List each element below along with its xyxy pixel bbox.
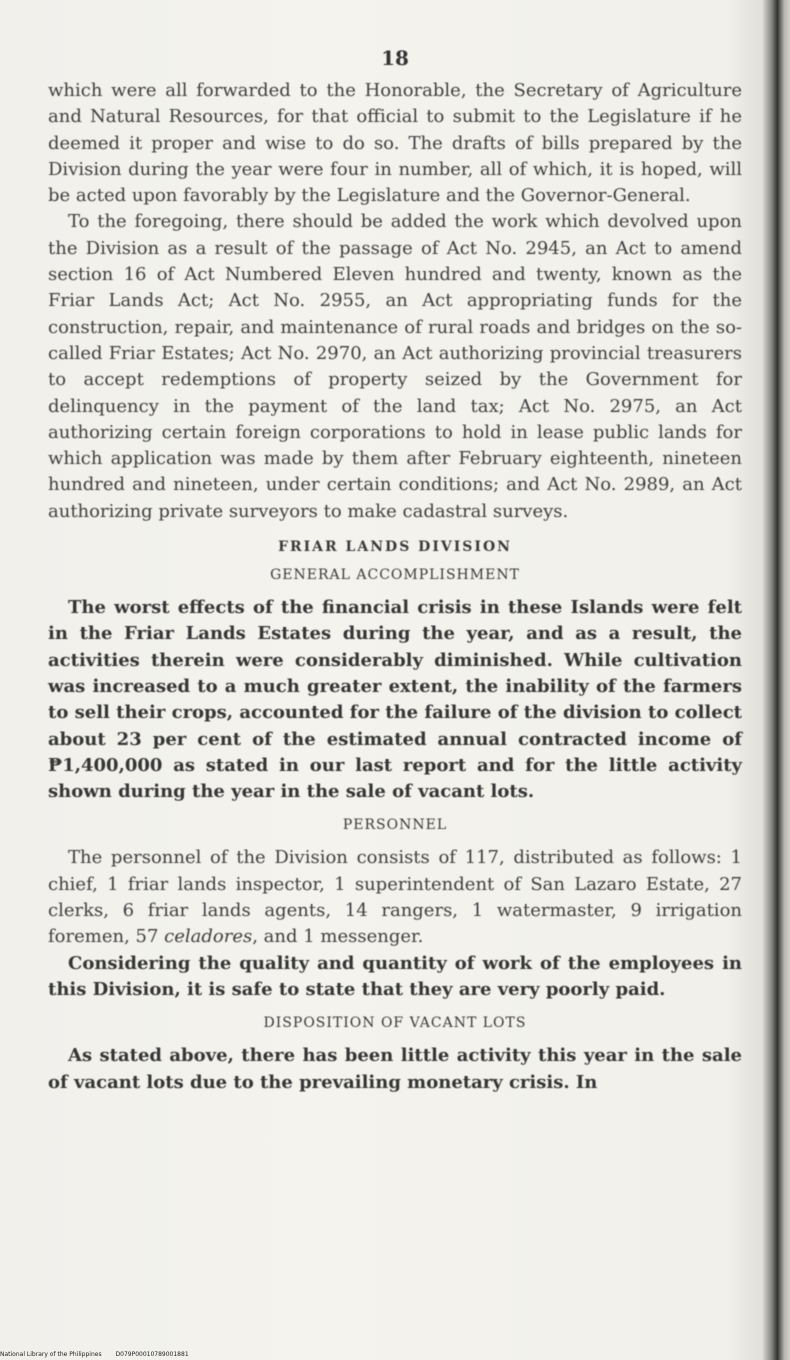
footer-code: D079P00010789001881	[115, 1351, 189, 1358]
personnel-text-end: , and 1 messenger.	[252, 926, 424, 948]
page-binding-edge	[762, 0, 790, 1360]
page-content	[48, 46, 742, 1096]
paragraph-acts: To the foregoing, there should be added the work which devolved upon the Division as a result of the passage of Act No. 2945, an Act to amend section 16 of Act Numbered Eleven hundred and twenty, known as the Friar Lands Act; Act No. 2955, an Act appropriating funds for the construction, repair, and maintenance of rural roads and bridges on the so-called Friar Estates; Act No. 2970, an Act authorizing provincial treasurers to accept redemptions of property seized by the Government for delinquency in the payment of the land tax; Act No. 2975, an Act authorizing certain foreign corporations to hold in lease public lands for which application was made by them after February eighteenth, nineteen hundred and nineteen, under certain conditions; and Act No. 2989, an Act authorizing private surveyors to make cadastral surveys.	[48, 211, 742, 522]
personnel-text-start: The personnel of the Division consists of 117, distributed as follows: 1 chief, 1 friar lands inspector, 1 superintendent of San Lazaro Estate, 27 clerks, 6 friar lands agents, 14 rangers, 1 watermaster, 9 irrigation foremen, 57	[48, 847, 742, 948]
subheading-personnel: PERSONNEL	[342, 817, 448, 834]
paragraph-poorly-paid: Considering the quality and quantity of work of the employees in this Division, it is safe to state that they are very poorly paid.	[48, 952, 742, 1000]
section-heading-friar-lands-division: FRIAR LANDS DIVISION	[278, 539, 512, 556]
paragraph-personnel	[48, 845, 742, 950]
subheading-disposition-vacant-lots: DISPOSITION OF VACANT LOTS	[263, 1015, 527, 1032]
scan-footer	[0, 1351, 201, 1358]
paragraph-financial-crisis: The worst effects of the financial crisis in these Islands were felt in the Friar Lands Estates during the year, and as a result, the activities therein were considerably diminished. While cultivation was increased to a much greater extent, the inability of the farmers to sell their crops, accounted for the failure of the division to collect about 23 per cent of the estimated annual contracted income of ₱1,400,000 as stated in our last report and for the little activity shown during the year in the sale of vacant lots.	[48, 597, 742, 803]
subheading-general-accomplishment: GENERAL ACCOMPLISHMENT	[270, 567, 520, 584]
page-number: 18	[381, 46, 409, 70]
paragraph-vacant-lots: As stated above, there has been little activity this year in the sale of vacant lots due to the prevailing monetary crisis. In	[48, 1045, 742, 1093]
personnel-text-italic: celadores	[164, 926, 253, 948]
paragraph-bills: which were all forwarded to the Honorable, the Secretary of Agriculture and Natural Resources, for that official to submit to the Legislature if he deemed it proper and wise to do so. The drafts of bills prepared by the Division during the year were four in number, all of which, it is hoped, will be acted upon favorably by the Legislature and the Governor-General.	[48, 80, 742, 207]
footer-library: National Library of the Philippines	[0, 1351, 102, 1358]
